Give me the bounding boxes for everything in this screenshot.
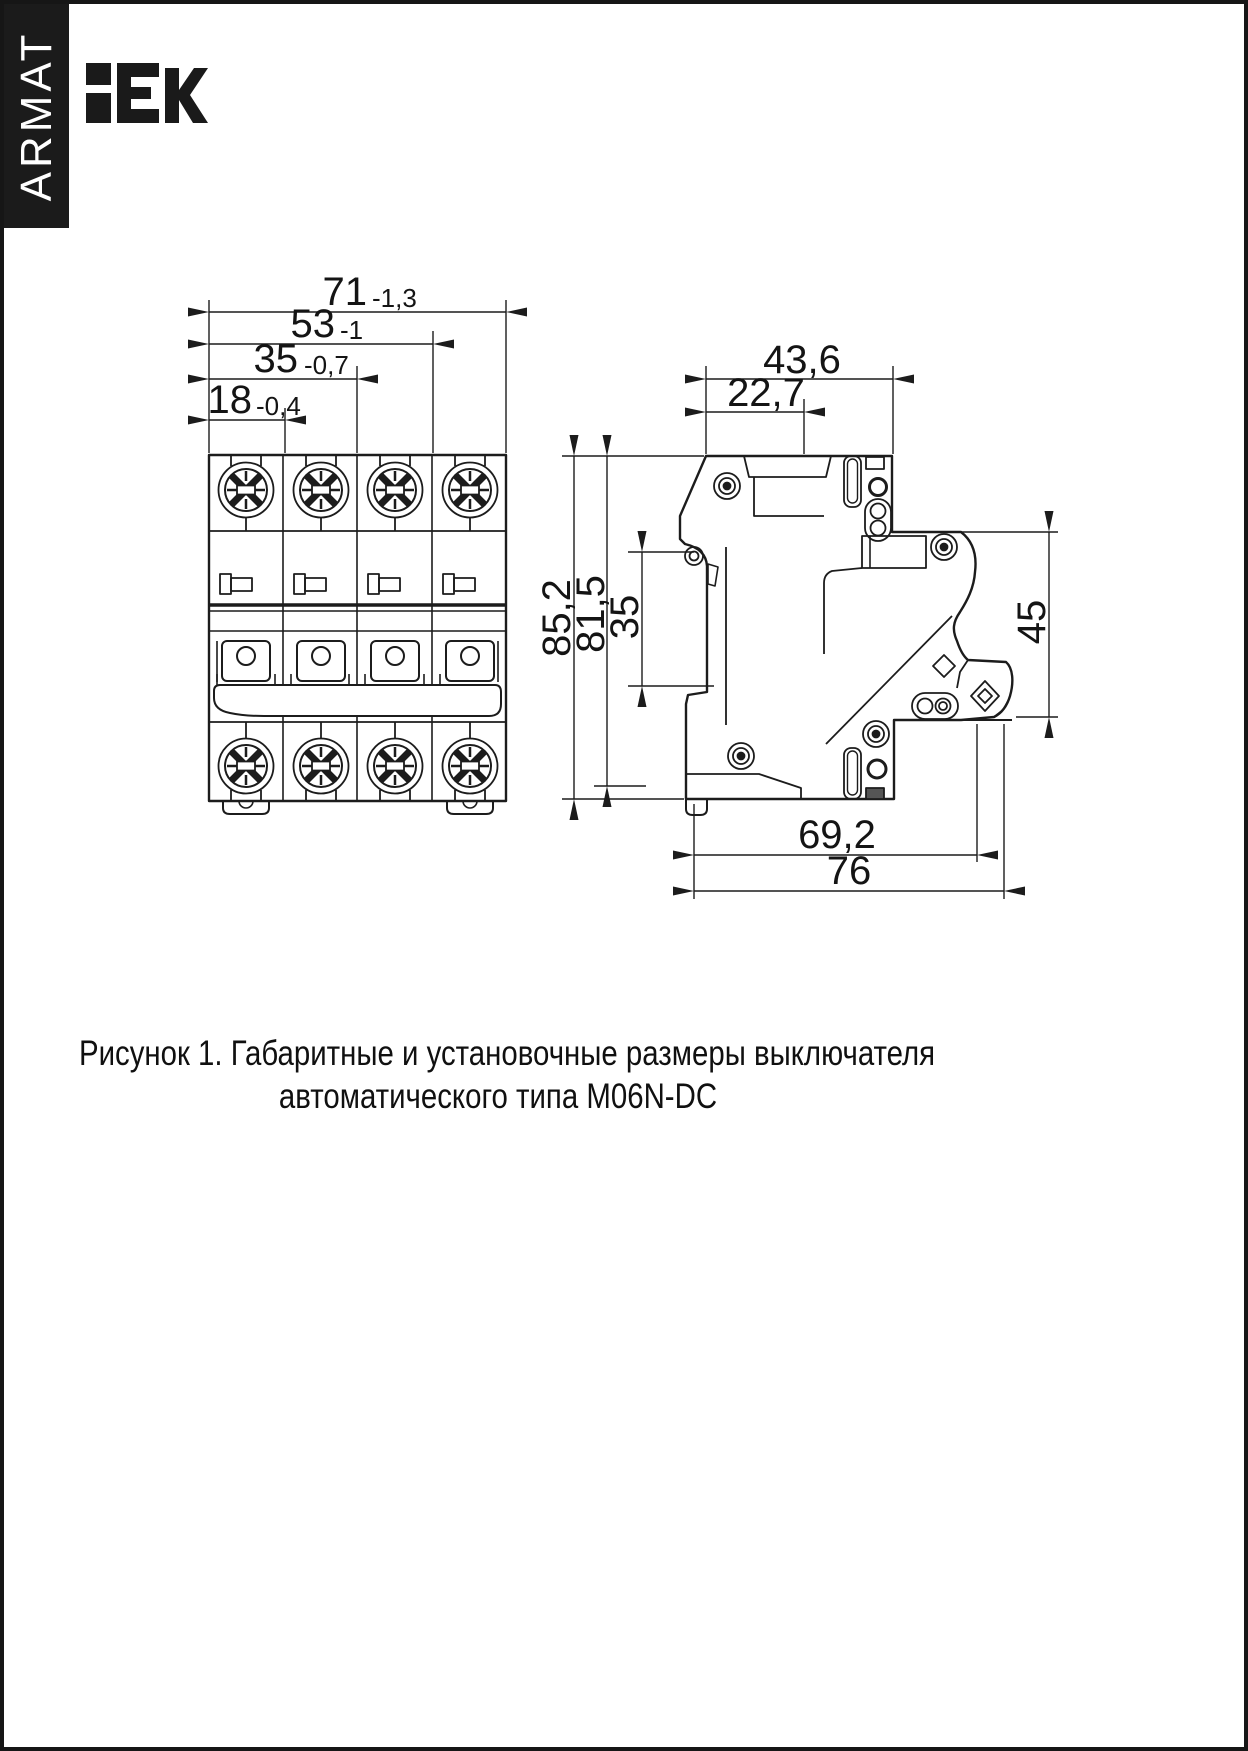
caption-line-1: Рисунок 1. Габаритные и установочные размеры выключателя (79, 1034, 936, 1073)
dim-43-6: 43,6 (763, 338, 841, 382)
dim-22-7: 22,7 (727, 371, 805, 415)
screw-icon (300, 745, 342, 787)
dim-71-value: 71 (322, 270, 367, 314)
dim-35-value: 35 (253, 337, 298, 381)
technical-drawing (4, 4, 1248, 984)
dim-69-2: 69,2 (798, 813, 876, 857)
dim-76: 76 (826, 849, 872, 893)
screw-icon (225, 469, 267, 511)
dim-35-tolerance: -0,7 (304, 350, 349, 380)
front-label-bar (214, 685, 501, 716)
side-view (680, 456, 1012, 815)
dim-18-value: 18 (207, 378, 252, 422)
screw-icon (225, 745, 267, 787)
screw-icon (374, 469, 416, 511)
dim-18-tolerance: -0,4 (256, 391, 301, 421)
front-view (209, 455, 506, 814)
screw-icon (449, 745, 491, 787)
dim-81-5: 81,5 (569, 575, 613, 653)
screw-icon (300, 469, 342, 511)
dim-53-value: 53 (290, 302, 335, 346)
dim-45: 45 (1010, 599, 1054, 645)
dim-71-tolerance: -1,3 (372, 283, 417, 313)
screw-icon (449, 469, 491, 511)
dim-53-tolerance: -1 (340, 315, 364, 345)
dim-85-2: 85,2 (535, 579, 579, 657)
figure-caption (79, 1032, 935, 1118)
dim-35-side: 35 (603, 594, 647, 640)
side-body-outline (680, 456, 1012, 799)
armat-vertical-label: ARMAT (11, 30, 61, 202)
caption-line-2: автоматического типа M06N-DC (278, 1077, 718, 1116)
screw-icon (374, 745, 416, 787)
front-din-clips (223, 801, 493, 814)
